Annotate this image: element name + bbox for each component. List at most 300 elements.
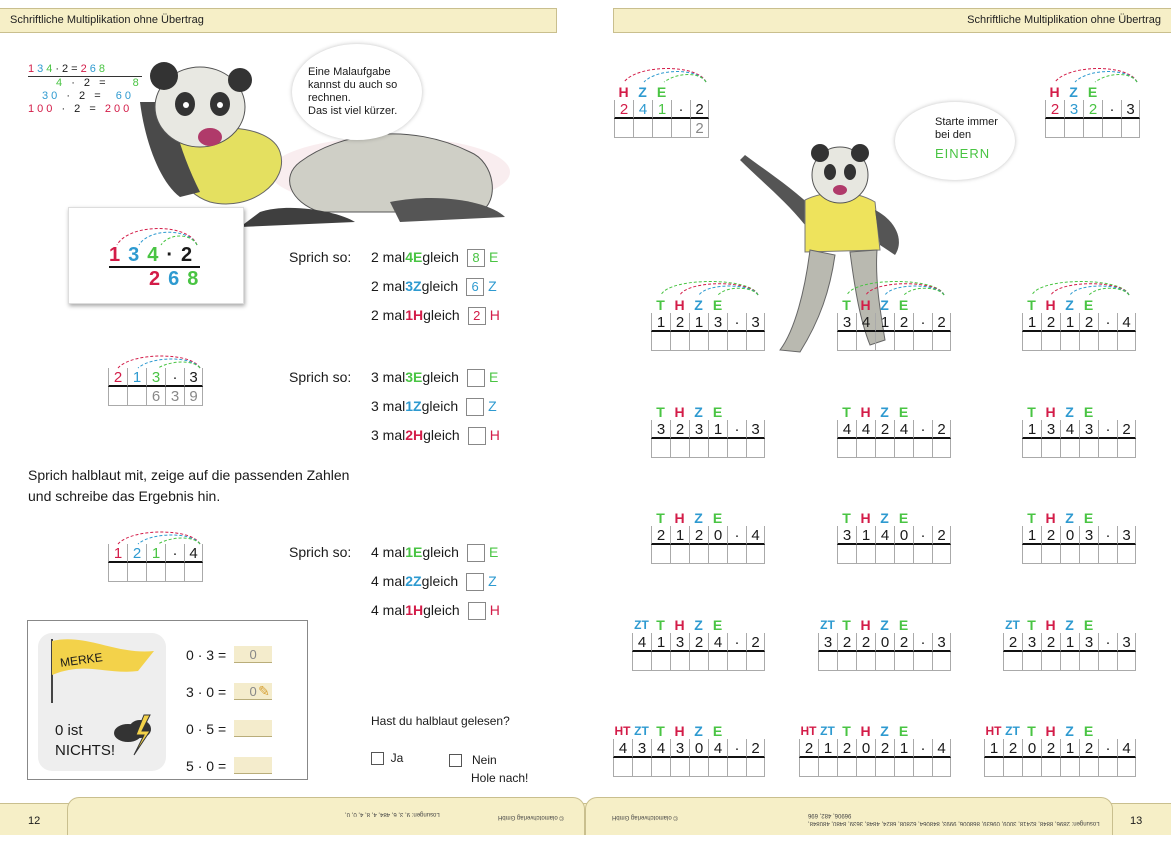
answer-cell[interactable] [670, 545, 689, 564]
place-label: HT [614, 724, 631, 738]
place-value-labels [651, 510, 765, 526]
answer-cell[interactable] [1098, 652, 1117, 671]
answer-cell[interactable] [165, 563, 184, 582]
answer-cell[interactable] [651, 652, 670, 671]
answer-cell[interactable] [875, 545, 894, 564]
place-label: Z [880, 404, 889, 420]
answer-cell[interactable] [1022, 545, 1041, 564]
answer-cell[interactable] [689, 439, 708, 458]
digit-cell: · [727, 313, 746, 332]
answer-box[interactable] [466, 398, 484, 416]
answer-field[interactable]: 0 [234, 683, 272, 700]
digit-cell: 3 [1117, 526, 1136, 545]
place-label: H [860, 404, 871, 420]
digit-cell: · [1098, 739, 1117, 758]
digit-cell: 2 [837, 739, 856, 758]
digit-cell: 1 [894, 739, 913, 758]
checkbox-nein[interactable] [449, 754, 462, 767]
answer-cell[interactable] [746, 758, 765, 777]
place-label: E [712, 297, 723, 313]
answer-cell[interactable] [856, 545, 875, 564]
answer-cell[interactable] [708, 332, 727, 351]
digit-cell: 2 [799, 739, 818, 758]
digit-cell: 0 [689, 739, 708, 758]
example-card: 134·2 268 [68, 207, 244, 304]
answer-cell[interactable] [1041, 652, 1060, 671]
place-value-labels [837, 510, 951, 526]
answer-cell[interactable] [670, 652, 689, 671]
answer-cell[interactable] [913, 652, 932, 671]
digit-cell: 3 [746, 420, 765, 439]
place-label: T [842, 617, 851, 633]
digit-cell: 0 [1022, 739, 1041, 758]
place-label: E [712, 617, 723, 633]
digit-cell: 2 [746, 633, 765, 652]
digit-cell: 3 [837, 313, 856, 332]
digit-cell: 4 [708, 633, 727, 652]
answer-box[interactable] [466, 573, 484, 591]
speak-block-1: Sprich so: 2 mal 4E gleich 8 E 2 mal 3Z gleich 6 Z 2 mal 1H gleich 2 H [289, 249, 500, 323]
answer-cell[interactable] [932, 545, 951, 564]
answer-cell[interactable] [856, 758, 875, 777]
exercise-232x3: H Z E 2 3 2 · 3 [1045, 84, 1140, 138]
digit-cell: 2 [875, 739, 894, 758]
card-digit-h: 1 [109, 244, 129, 266]
place-label: HT [800, 724, 817, 738]
place-value-labels [1022, 404, 1136, 420]
digit-cell: 3 [1117, 633, 1136, 652]
answer-box[interactable] [467, 369, 485, 387]
place-value-labels [1022, 510, 1136, 526]
answer-cell[interactable] [1098, 439, 1117, 458]
answer-cell[interactable] [727, 545, 746, 564]
right-speech-bubble: Starte immer bei den EINERN [895, 102, 1015, 180]
answer-cell[interactable] [837, 545, 856, 564]
answer-cell[interactable] [127, 563, 146, 582]
carry-arcs [1028, 275, 1138, 297]
checkbox-ja[interactable] [371, 752, 384, 765]
digit-cell: 0 [894, 526, 913, 545]
answer-cell[interactable] [932, 758, 951, 777]
answer-cell[interactable] [727, 652, 746, 671]
place-value-labels [1022, 297, 1136, 313]
digit-cell: 2 [670, 313, 689, 332]
digit-cell: 1 [856, 526, 875, 545]
digit-cell: 1 [1022, 420, 1041, 439]
digit-cell: 4 [894, 420, 913, 439]
answer-cell[interactable] [746, 332, 765, 351]
answer-cell[interactable] [1041, 332, 1060, 351]
digit-cell: · [1098, 633, 1117, 652]
task-r3-1 [651, 510, 765, 564]
place-label: E [1083, 723, 1094, 739]
task-r3-2 [837, 510, 951, 564]
answer-cell[interactable] [913, 439, 932, 458]
place-value-labels [632, 617, 765, 633]
answer-cell[interactable] [1079, 439, 1098, 458]
place-label: E [712, 510, 723, 526]
answer-cell[interactable] [856, 652, 875, 671]
digit-cell: · [727, 526, 746, 545]
answer-cell[interactable] [875, 332, 894, 351]
place-label: T [656, 723, 665, 739]
answer-cell[interactable] [632, 758, 651, 777]
right-publisher: © olamotchverlag GmbH [612, 814, 678, 820]
digit-cell: 1 [1022, 313, 1041, 332]
option-ja[interactable]: Ja [371, 751, 403, 765]
digit-cell: 3 [670, 633, 689, 652]
digit-cell: 1 [670, 526, 689, 545]
answer-cell[interactable] [1117, 758, 1136, 777]
task-r1-2 [837, 297, 951, 351]
right-solutions: Lösungen: 2896, 8848, 82418, 3009, 09639, 868006, 9993, 848064, 62808, 6824, 4848, 3639, 8480, 480848, 96906, 482, 696 [808, 812, 1100, 826]
digit-cell: 3 [1041, 420, 1060, 439]
pencil-icon: ✎ [258, 683, 270, 699]
task-r4-1 [632, 617, 765, 671]
answer-cell[interactable] [108, 563, 127, 582]
answer-cell[interactable] [837, 439, 856, 458]
answer-cell[interactable] [1060, 545, 1079, 564]
answer-cell[interactable] [894, 332, 913, 351]
place-label: T [656, 510, 665, 526]
answer-cell[interactable] [894, 439, 913, 458]
answer-cell[interactable] [818, 652, 837, 671]
digit-cell: · [727, 420, 746, 439]
place-label: H [860, 617, 871, 633]
digit-cell: 3 [1079, 633, 1098, 652]
place-label: ZT [820, 618, 835, 632]
card-result-e: 8 [187, 268, 207, 290]
place-label: Z [694, 510, 703, 526]
digit-cell: 1 [708, 420, 727, 439]
digit-cell: 2 [932, 313, 951, 332]
place-label: H [860, 297, 871, 313]
page-number-left: 12 [28, 815, 41, 827]
place-label: E [712, 404, 723, 420]
answer-cell[interactable] [708, 439, 727, 458]
answer-cell[interactable] [1041, 439, 1060, 458]
digit-cell: 4 [932, 739, 951, 758]
answer-cell[interactable] [894, 545, 913, 564]
card-digit-z: 3 [128, 244, 148, 266]
answer-box[interactable] [468, 427, 486, 445]
digit-cell: 3 [632, 739, 651, 758]
answer-cell[interactable] [837, 332, 856, 351]
place-label: T [1027, 404, 1036, 420]
answer-cell[interactable] [913, 758, 932, 777]
answer-cell[interactable] [856, 332, 875, 351]
digit-cell: 2 [670, 420, 689, 439]
answer-field[interactable]: 0 [234, 646, 272, 663]
digit-cell: 4 [632, 633, 651, 652]
place-value-labels [837, 404, 951, 420]
digit-cell: 1 [1060, 633, 1079, 652]
answer-cell[interactable] [932, 439, 951, 458]
place-label: ZT [634, 724, 649, 738]
digit-cell: · [1098, 313, 1117, 332]
answer-cell[interactable] [746, 439, 765, 458]
answer-cell[interactable] [708, 545, 727, 564]
digit-cell: · [727, 739, 746, 758]
answer-cell[interactable] [689, 652, 708, 671]
answer-cell[interactable] [689, 758, 708, 777]
answer-cell[interactable] [746, 545, 765, 564]
answer-cell[interactable] [746, 652, 765, 671]
digit-cell: · [913, 313, 932, 332]
answer-cell[interactable] [1022, 439, 1041, 458]
answer-box[interactable] [468, 602, 486, 620]
digit-cell: 4 [708, 739, 727, 758]
place-label: H [674, 297, 685, 313]
intro-row-3: 30 · 2 = 60 [42, 90, 134, 102]
answer-cell[interactable] [875, 439, 894, 458]
option-nein[interactable]: Nein Hole nach! [449, 751, 528, 787]
place-label: Z [694, 404, 703, 420]
answer-cell[interactable] [1079, 545, 1098, 564]
place-label: Z [880, 510, 889, 526]
answer-cell[interactable] [708, 758, 727, 777]
digit-cell: 1 [1060, 313, 1079, 332]
answer-cell[interactable] [856, 439, 875, 458]
digit-cell: 4 [1060, 420, 1079, 439]
place-label: Z [880, 723, 889, 739]
place-label: H [674, 510, 685, 526]
digit-cell: · [1098, 526, 1117, 545]
answer-cell[interactable] [1117, 439, 1136, 458]
digit-cell: 1 [651, 313, 670, 332]
task-r4-3 [1003, 617, 1136, 671]
answer-cell[interactable] [1022, 652, 1041, 671]
place-label: H [674, 404, 685, 420]
answer-cell[interactable] [913, 332, 932, 351]
answer-cell[interactable] [651, 545, 670, 564]
answer-cell[interactable] [184, 563, 203, 582]
digit-cell: 2 [1041, 313, 1060, 332]
intro-row-4: 100 · 2 = 200 [28, 103, 133, 115]
answer-cell[interactable] [1003, 758, 1022, 777]
answer-field[interactable] [234, 720, 272, 737]
digit-cell: 4 [875, 526, 894, 545]
place-label: Z [1065, 404, 1074, 420]
digit-cell: 0 [875, 633, 894, 652]
digit-cell: 2 [689, 633, 708, 652]
answer-cell[interactable] [1022, 332, 1041, 351]
answer-cell[interactable] [727, 439, 746, 458]
digit-cell: 0 [1060, 526, 1079, 545]
merke-box [27, 620, 308, 780]
place-label: T [656, 404, 665, 420]
answer-cell[interactable] [894, 758, 913, 777]
place-value-labels [818, 617, 951, 633]
answer-cell[interactable] [1098, 545, 1117, 564]
answer-box[interactable]: 8 [467, 249, 485, 267]
digit-cell: 3 [670, 739, 689, 758]
storm-cloud-icon [110, 709, 160, 759]
digit-cell: 3 [1022, 633, 1041, 652]
place-value-labels [799, 723, 951, 739]
answer-cell[interactable] [875, 652, 894, 671]
intro-row-2: 4 · 2 = 8 [56, 77, 142, 89]
card-digit-e: 4 [147, 244, 167, 266]
left-header: Schriftliche Multiplikation ohne Übertrag [0, 8, 557, 33]
answer-cell[interactable] [1079, 652, 1098, 671]
digit-cell: 2 [1117, 420, 1136, 439]
right-header: Schriftliche Multiplikation ohne Übertrag [613, 8, 1171, 33]
card-result-h: 2 [149, 268, 169, 290]
answer-cell[interactable] [670, 439, 689, 458]
place-label: E [1083, 617, 1094, 633]
place-label: T [656, 297, 665, 313]
page-number-right: 13 [1130, 815, 1143, 827]
card-result-z: 6 [168, 268, 188, 290]
digit-cell: 2 [875, 420, 894, 439]
task-r4-2 [818, 617, 951, 671]
place-label: E [1083, 510, 1094, 526]
digit-cell: 3 [708, 313, 727, 332]
answer-cell[interactable] [1060, 758, 1079, 777]
exercise-241x2: H Z E 2 4 1 · 2 2 [614, 84, 709, 138]
carry-arcs [843, 275, 953, 297]
digit-cell: 2 [1041, 526, 1060, 545]
answer-cell[interactable] [727, 332, 746, 351]
digit-cell: 3 [651, 420, 670, 439]
digit-cell: 4 [856, 313, 875, 332]
digit-cell: 2 [1003, 633, 1022, 652]
answer-cell[interactable] [913, 545, 932, 564]
answer-cell[interactable] [1041, 758, 1060, 777]
answer-cell[interactable] [1079, 332, 1098, 351]
answer-cell[interactable] [894, 652, 913, 671]
place-value-labels [837, 297, 951, 313]
digit-cell: 2 [1079, 739, 1098, 758]
answer-cell[interactable] [727, 758, 746, 777]
digit-cell: 3 [1079, 526, 1098, 545]
digit-cell: 1 [875, 313, 894, 332]
answer-cell[interactable] [1098, 332, 1117, 351]
answer-cell[interactable] [689, 332, 708, 351]
carry-arcs [657, 275, 767, 297]
answer-cell[interactable] [1098, 758, 1117, 777]
digit-cell: 1 [818, 739, 837, 758]
answer-cell[interactable] [818, 758, 837, 777]
answer-cell[interactable] [932, 652, 951, 671]
place-label: E [898, 404, 909, 420]
answer-cell[interactable] [984, 758, 1003, 777]
digit-cell: 3 [837, 526, 856, 545]
task-r2-1 [651, 404, 765, 458]
answer-field[interactable] [234, 757, 272, 774]
answer-cell[interactable] [1003, 652, 1022, 671]
place-label: T [842, 404, 851, 420]
answer-cell[interactable] [651, 758, 670, 777]
digit-cell: 2 [1041, 739, 1060, 758]
place-label: Z [1065, 617, 1074, 633]
answer-cell[interactable] [1117, 545, 1136, 564]
task-r3-3 [1022, 510, 1136, 564]
answer-cell[interactable] [146, 563, 165, 582]
task-r2-2 [837, 404, 951, 458]
answer-cell[interactable] [651, 439, 670, 458]
answer-cell[interactable] [837, 758, 856, 777]
answer-cell[interactable] [1117, 652, 1136, 671]
place-label: T [1027, 510, 1036, 526]
answer-box[interactable]: 2 [468, 307, 486, 325]
place-label: T [842, 510, 851, 526]
digit-cell: 2 [856, 633, 875, 652]
task-r5-1 [613, 723, 765, 777]
digit-cell: 2 [1079, 313, 1098, 332]
digit-cell: 2 [837, 633, 856, 652]
place-label: H [1045, 723, 1056, 739]
answer-cell[interactable] [689, 545, 708, 564]
place-label: ZT [1005, 724, 1020, 738]
place-label: ZT [634, 618, 649, 632]
place-label: T [1027, 617, 1036, 633]
answer-box[interactable] [467, 544, 485, 562]
place-label: H [1045, 617, 1056, 633]
answer-cell[interactable] [670, 758, 689, 777]
answer-cell[interactable] [875, 758, 894, 777]
answer-cell[interactable] [837, 652, 856, 671]
answer-cell[interactable] [1117, 332, 1136, 351]
answer-cell[interactable] [932, 332, 951, 351]
place-label: E [712, 723, 723, 739]
place-label: Z [1065, 297, 1074, 313]
place-label: Z [694, 297, 703, 313]
answer-cell[interactable] [651, 332, 670, 351]
digit-cell: · [913, 420, 932, 439]
digit-cell: 3 [1079, 420, 1098, 439]
flag-icon [46, 635, 156, 705]
place-label: H [1045, 297, 1056, 313]
answer-cell[interactable] [1060, 332, 1079, 351]
left-speech-bubble: Eine Malaufgabe kannst du auch so rechnen. Das ist viel kürzer. [292, 44, 422, 140]
digit-cell: 3 [818, 633, 837, 652]
digit-cell: 2 [894, 313, 913, 332]
task-r1-3 [1022, 297, 1136, 351]
digit-cell: 2 [894, 633, 913, 652]
merke-text: 0 ist NICHTS! [55, 722, 115, 759]
intro-row-1: 1 3 4 · 2 = 2 6 8 [28, 63, 142, 77]
place-label: E [898, 723, 909, 739]
answer-cell[interactable] [613, 758, 632, 777]
digit-cell: 4 [613, 739, 632, 758]
digit-cell: 2 [689, 526, 708, 545]
answer-cell[interactable] [1060, 652, 1079, 671]
answer-cell[interactable] [1022, 758, 1041, 777]
answer-cell[interactable] [1060, 439, 1079, 458]
answer-cell[interactable] [670, 332, 689, 351]
task-r2-3 [1022, 404, 1136, 458]
answer-cell[interactable] [799, 758, 818, 777]
left-solutions: Lösungen: 9, 3, 6, 484, 4, 8, 4, 0, 0, [345, 811, 440, 817]
place-label: Z [694, 723, 703, 739]
answer-box[interactable]: 6 [466, 278, 484, 296]
answer-cell[interactable] [1079, 758, 1098, 777]
place-value-labels [651, 297, 765, 313]
digit-cell: 4 [856, 420, 875, 439]
digit-cell: 1 [1060, 739, 1079, 758]
answer-cell[interactable] [632, 652, 651, 671]
answer-cell[interactable] [1041, 545, 1060, 564]
place-label: ZT [820, 724, 835, 738]
digit-cell: · [727, 633, 746, 652]
merke-equations: 0 · 3 = 0 3 · 0 = 0 ✎ 0 · 5 = 5 · 0 = [186, 636, 272, 784]
answer-cell[interactable] [708, 652, 727, 671]
place-label: E [898, 510, 909, 526]
digit-cell: 1 [651, 633, 670, 652]
digit-cell: 2 [1003, 739, 1022, 758]
